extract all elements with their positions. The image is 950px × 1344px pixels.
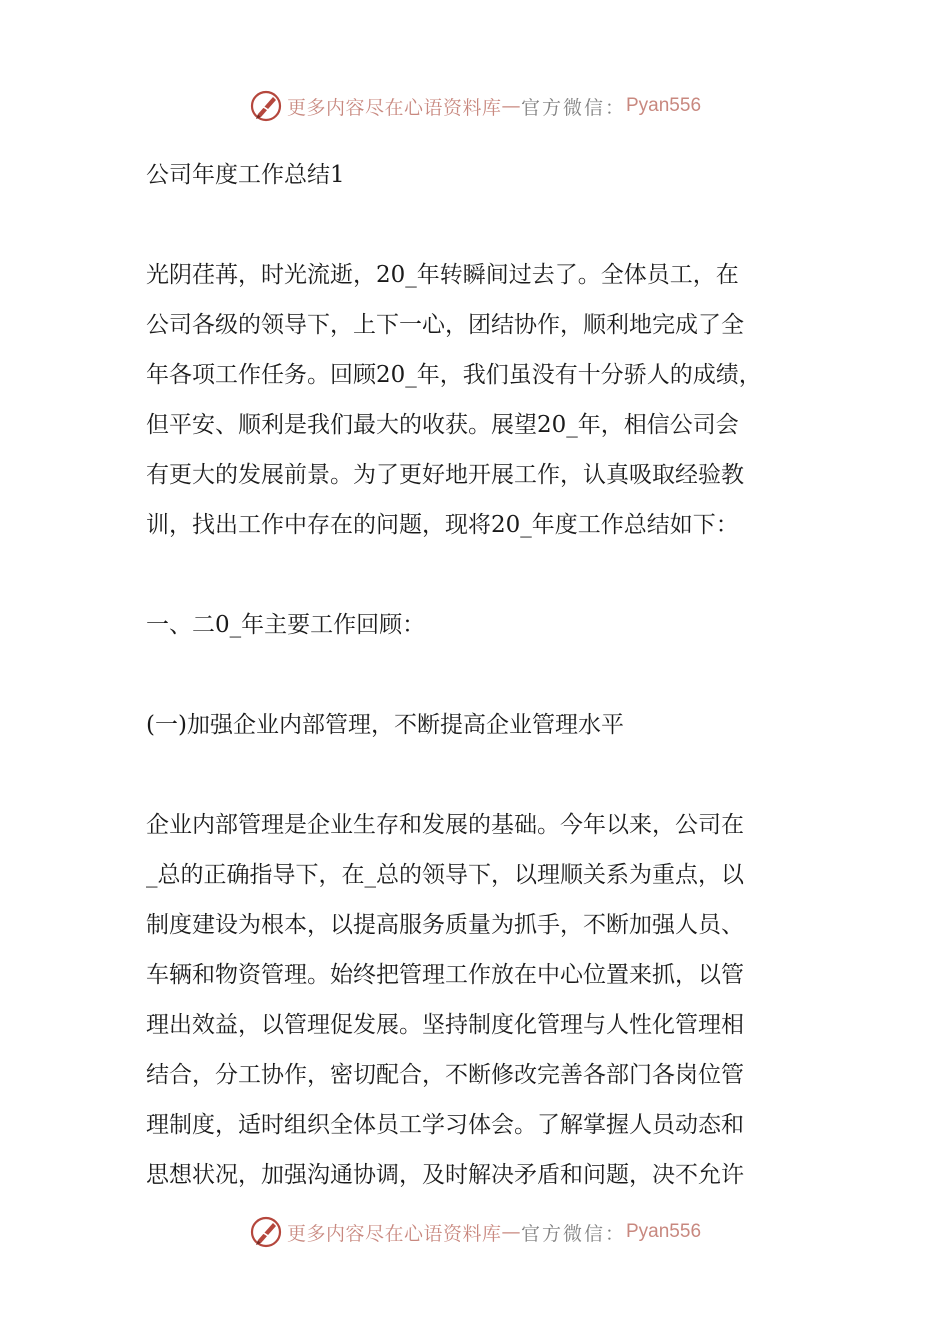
subsection-heading: (一)加强企业内部管理，不断提高企业管理水平 bbox=[146, 712, 624, 738]
paragraph-line: 光阴荏苒，时光流逝，20_年转瞬间过去了。全体员工，在 bbox=[146, 262, 739, 288]
management-paragraph bbox=[146, 800, 816, 1200]
header-dash: — bbox=[501, 95, 521, 117]
footer-wechat-handle: Pyan556 bbox=[626, 1221, 702, 1242]
paragraph-line: 训，找出工作中存在的问题，现将20_年度工作总结如下： bbox=[146, 512, 739, 538]
header-brand-text: 更多内容尽在心语资料库 bbox=[286, 96, 502, 119]
footer-banner bbox=[0, 1212, 950, 1252]
blank-line bbox=[146, 750, 816, 800]
header-banner bbox=[0, 86, 950, 126]
intro-paragraph bbox=[146, 250, 816, 550]
paragraph-line: 有更大的发展前景。为了更好地开展工作，认真吸取经验教 bbox=[146, 462, 744, 488]
pen-logo-icon bbox=[249, 1215, 283, 1249]
section-heading: 一、二0_年主要工作回顾： bbox=[146, 612, 426, 638]
paragraph-line: 结合，分工协作，密切配合，不断修改完善各部门各岗位管 bbox=[146, 1062, 744, 1088]
paragraph-line: _总的正确指导下，在_总的领导下，以理顺关系为重点，以 bbox=[146, 862, 744, 888]
document-body bbox=[146, 150, 816, 1200]
paragraph-line: 理出效益，以管理促发展。坚持制度化管理与人性化管理相 bbox=[146, 1012, 744, 1038]
document-title: 公司年度工作总结1 bbox=[146, 162, 345, 188]
paragraph-line: 制度建设为根本，以提高服务质量为抓手，不断加强人员、 bbox=[146, 912, 744, 938]
blank-line bbox=[146, 550, 816, 600]
footer-dash: — bbox=[501, 1221, 521, 1243]
paragraph-line: 公司各级的领导下，上下一心，团结协作，顺利地完成了全 bbox=[146, 312, 744, 338]
footer-wechat-label: 官方微信： bbox=[520, 1222, 626, 1245]
header-wechat-label: 官方微信： bbox=[520, 96, 626, 119]
paragraph-line: 车辆和物资管理。始终把管理工作放在中心位置来抓，以管 bbox=[146, 962, 744, 988]
blank-line bbox=[146, 650, 816, 700]
paragraph-line: 思想状况，加强沟通协调，及时解决矛盾和问题，决不允许 bbox=[146, 1162, 744, 1188]
paragraph-line: 企业内部管理是企业生存和发展的基础。今年以来，公司在 bbox=[146, 812, 744, 838]
paragraph-line: 年各项工作任务。回顾20_年，我们虽没有十分骄人的成绩， bbox=[146, 362, 762, 388]
header-wechat-handle: Pyan556 bbox=[626, 95, 702, 116]
pen-logo-icon bbox=[249, 89, 283, 123]
blank-line bbox=[146, 200, 816, 250]
paragraph-line: 理制度，适时组织全体员工学习体会。了解掌握人员动态和 bbox=[146, 1112, 744, 1138]
footer-brand-text: 更多内容尽在心语资料库 bbox=[286, 1222, 502, 1245]
paragraph-line: 但平安、顺利是我们最大的收获。展望20_年，相信公司会 bbox=[146, 412, 739, 438]
